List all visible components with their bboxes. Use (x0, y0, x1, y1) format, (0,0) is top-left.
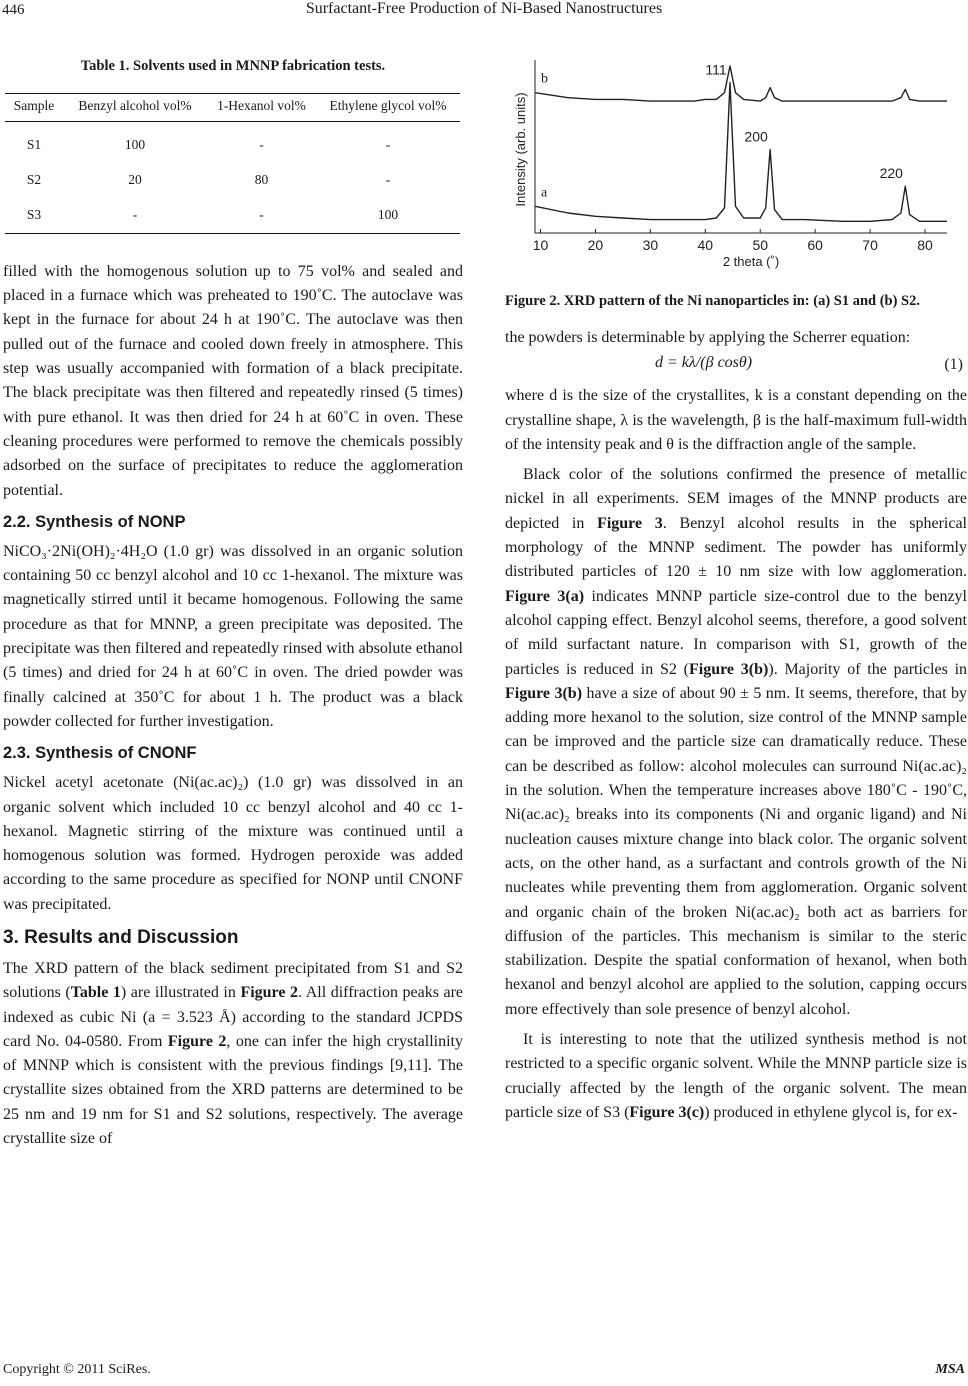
paragraph-text: (1.0 gr) was dissolved in an organic solution containing 50 cc benzyl alcohol and 10 cc 1-hexanol. The mixture was magnetically stirred until it became homogenous. Following the same procedure as that for MNNP, a green precipitate was deposited. The precipitate was then filtered and repeatedly rinsed with absolute ethanol (5 times) and dried for 24 h at 60˚C in oven. The dried powder was finally calcined at 350˚C for about 1 h. The product was a black powder collected for further investigation. (3, 542, 463, 730)
paragraph-text: indicates MNNP particle size-control due to the benzyl alcohol capping effect. Benzyl alcohol seems, therefore, a good solvent of mild surfactant nature. In comparison with S1, growth of the particles is reduced in S2 ( (505, 587, 968, 678)
right-column (505, 58, 967, 1125)
chemical-formula: NiCO₃·2Ni(OH)₂·4H₂O (3, 542, 158, 560)
peak-label: 220 (879, 165, 903, 182)
series-label-b: b (541, 71, 548, 87)
table-cell: 100 (316, 198, 460, 234)
paragraph-text: ). Majority of the particles in (768, 660, 968, 678)
paragraph-text: , one can infer the high crystallinity of MNNP which is consistent with the previous findings [9,11]. The crystallite sizes obtained from the XRD patterns are determined to be 25 nm and 19 nm for S1 and S2 solutions, respectively. The average crystallite size of (3, 1032, 463, 1148)
figure-reference: Figure 2 (167, 1032, 227, 1050)
paragraph-text: have a size of about 90 ± 5 nm. It seems, therefore, that by adding more hexanol to the solution, size control of the MNNP sample can be improved and the particle size can dramatically reduce. These can be described as follow: alcohol molecules can surround Ni(ac.ac)₂ in the solution. When the temperature increases above 180˚C - 190˚C, Ni(ac.ac)₂ breaks into its components (Ni and organic ligand) and Ni nucleation causes mixture change into black color. The organic solvent acts, on the other hand, as a surfactant and controls growth of the Ni nucleates while preventing them from agglomeration. Organic solvent and organic chain of the broken Ni(ac.ac)₂ both act as barriers for diffusion of the particles. This mechanism is similar to the steric stabilization. Despite the spatial conformation of hexanol, when both hexanol and benzyl alcohol are applied to the solution, capping occurs more effectively than sole presence of benzyl alcohol. (505, 684, 967, 1018)
table-reference: Table 1 (70, 984, 121, 1002)
table-caption: Table 1. Solvents used in MNNP fabrication tests. (80, 58, 386, 74)
figure-reference: Figure 3(c) (629, 1103, 705, 1121)
paragraph-procedure: filled with the homogenous solution up to 75 vol% and sealed and placed in a furnace which was preheated to 190˚C. The autoclave was kept in the furnace for about 24 h at 190˚C. The autoclave was then pulled out of the furnace and cooled down freely in atmosphere. This step was usually accompanied with formation of a black precipitate. The black precipitate was then filtered and repeatedly rinsed (5 times) with pure ethanol. It was then dried for 24 h at 60˚C in oven. These cleaning procedures were performed to remove the chemicals possibly adsorbed on the surface of precipitates to reduce the agglomeration potential. (3, 262, 463, 499)
figure-reference: Figure 3(b) (689, 660, 769, 678)
series-line-a (535, 83, 947, 222)
equation-body: d = kλ/(β cosθ) (655, 354, 753, 372)
table-cell: 100 (124, 137, 146, 153)
table-cell: 20 (128, 172, 142, 188)
equation-number: (1) (944, 356, 963, 374)
peak-label: 200 (744, 128, 768, 145)
solvent-table (5, 93, 460, 234)
paragraph-cnonf: Nickel acetyl acetonate (Ni(ac.ac)₂) (1.0 gr) was dissolved in an organic solvent which included 10 cc benzyl alcohol and 40 cc 1-hexanol. Magnetic stirring of the mixture was continued until a homogenous solution was formed. Hydrogen peroxide was added according to the same procedure as specified for NONP until CNONF was precipitated. (3, 774, 463, 913)
peak-label: 111 (705, 61, 727, 78)
table-header-cell: Benzyl alcohol vol% (63, 94, 207, 122)
x-tick-label: 30 (642, 237, 659, 253)
x-tick-label: 20 (587, 237, 604, 253)
table-cell: S3 (5, 198, 63, 234)
x-tick-label: 50 (752, 237, 769, 253)
paragraph-text: Black color of the solutions confirmed the presence of metallic nickel in all experiments. SEM images of the MNNP products are depicted in (505, 466, 967, 532)
table-header-cell: 1-Hexanol vol% (207, 94, 316, 122)
page-number: 446 (2, 2, 25, 18)
table-cell: S1 (26, 137, 42, 153)
xrd-figure (505, 58, 967, 283)
series-line-b (535, 66, 947, 101)
chart-labels (541, 62, 903, 201)
figure-reference: Figure 3(a) (505, 587, 585, 605)
x-tick-label: 40 (697, 237, 714, 253)
figure-reference: Figure 3 (597, 514, 663, 532)
chart-series (535, 66, 947, 221)
table-row (5, 198, 460, 234)
series-label-a: a (541, 185, 548, 201)
figure-caption: Figure 2. XRD pattern of the Ni nanoparticles in: (a) S1 and (b) S2. (505, 293, 920, 309)
table-header-row (5, 94, 460, 122)
heading-results: 3. Results and Discussion (3, 927, 239, 948)
x-tick-label: 70 (862, 237, 878, 253)
table-header-cell: Ethylene glycol vol% (316, 94, 460, 122)
table-cell: - (63, 198, 207, 234)
x-tick-label: 80 (917, 237, 933, 253)
left-column (3, 58, 463, 1151)
heading-synthesis-cnonf: 2.3. Synthesis of CNONF (3, 744, 197, 763)
scherrer-equation (505, 350, 967, 384)
table-row (5, 121, 460, 163)
table-row (5, 163, 460, 198)
table-cell: - (385, 137, 391, 153)
paragraph-text: . Benzyl alcohol results in the spherical morphology of the MNNP sediment. The powder has uniformly distributed particles of 120 ± 10 nm size with low agglomeration. (505, 514, 968, 581)
paragraph-text: The XRD pattern of the black sediment precipitated from S1 and S2 solutions ( (3, 960, 463, 1002)
paragraph-text: . All diffraction peaks are indexed as cubic Ni (a = 3.523 Å) according to the standard JCPDS card No. 04-0580. From (3, 984, 464, 1050)
paragraph-solvent (505, 1028, 967, 1125)
running-title: Surfactant-Free Production of Ni-Based Nanostructures (305, 0, 663, 17)
paragraph-scherrer-intro: the powders is determinable by applying the Scherrer equation: (505, 329, 911, 346)
table-cell: - (385, 172, 391, 188)
figure-reference: Figure 3(b) (505, 684, 583, 702)
table-header-cell: Sample (5, 94, 63, 122)
table-cell: - (259, 137, 264, 153)
table-cell: S2 (26, 172, 42, 188)
figure-reference: Figure 2 (240, 984, 299, 1002)
table-cell: 80 (254, 172, 269, 188)
xrd-chart (505, 58, 967, 283)
paragraph-nonp (3, 540, 463, 734)
paragraph-text: It is interesting to note that the utilized synthesis method is not restricted to a specific organic solvent. While the MNNP particle size is crucially affected by the length of the organic solvent. The mean particle size of S3 ( (505, 1031, 967, 1121)
paragraph-sem (505, 463, 967, 1022)
y-axis-label: Intensity (arb. units) (513, 92, 528, 207)
paragraph-text: ) produced in ethylene glycol is, for ex- (704, 1103, 958, 1121)
heading-synthesis-nonp: 2.2. Synthesis of NONP (3, 512, 186, 531)
paragraph-xrd (3, 957, 463, 1151)
x-tick-label: 10 (532, 237, 549, 253)
journal-name: MSA (935, 1362, 965, 1377)
table-cell: - (207, 198, 316, 234)
paragraph-variables: where d is the size of the crystallites, k is a constant depending on the crystalline shape, λ is the wavelength, β is the half-maximum full-width of the intensity peak and θ is the diffraction angle of the sample. (505, 387, 967, 453)
paragraph-text: ) are illustrated in (120, 984, 241, 1002)
copyright-notice: Copyright © 2011 SciRes. (3, 1362, 151, 1377)
x-axis-label: 2 theta (˚) (722, 254, 780, 269)
x-tick-label: 60 (807, 237, 823, 253)
